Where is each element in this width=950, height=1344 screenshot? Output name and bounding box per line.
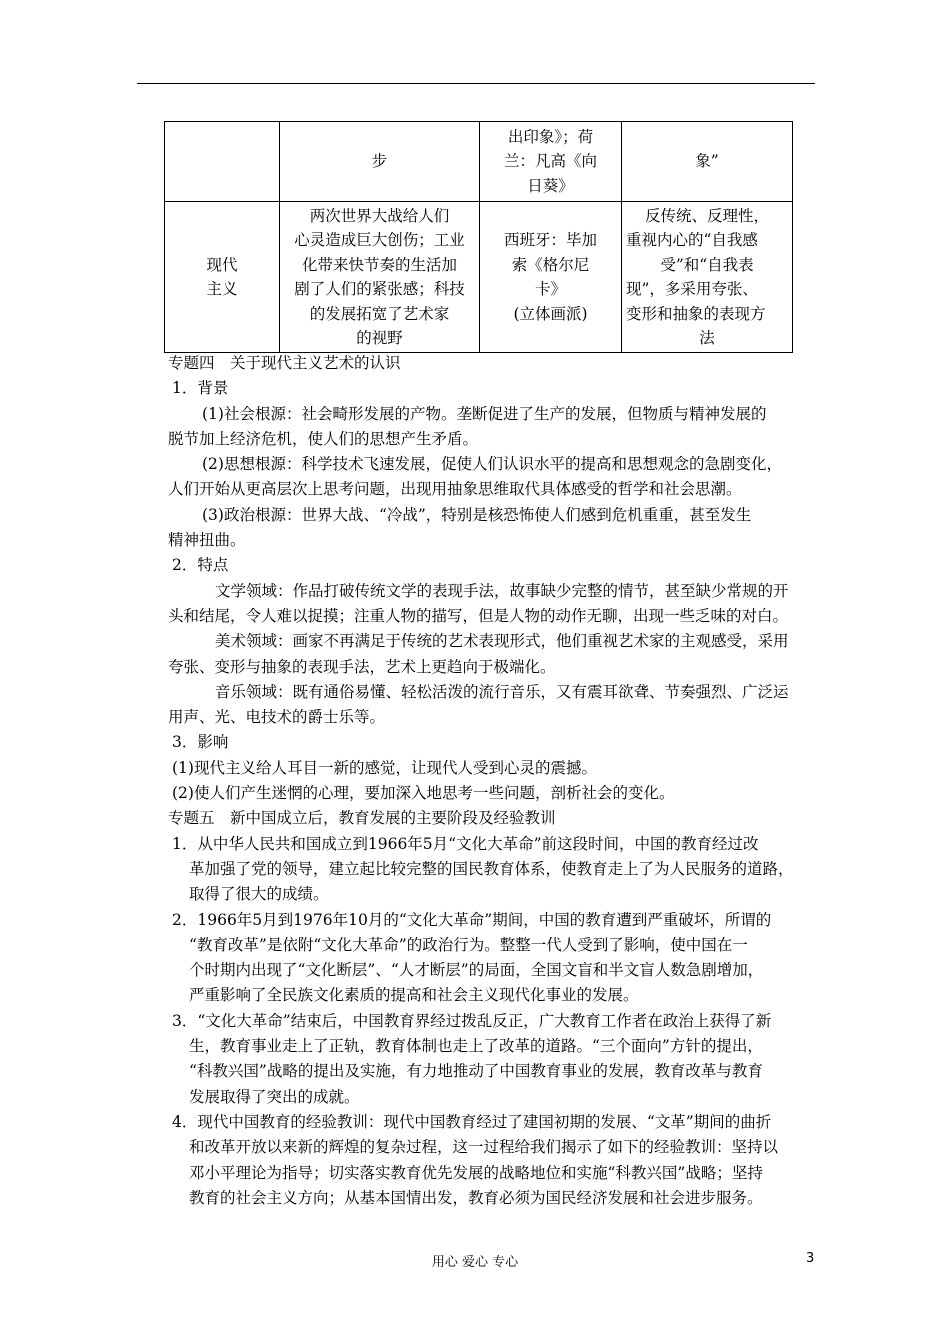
header-rule: [137, 83, 815, 84]
table-cell: 反传统、反理性， 重视内心的“自我感 受”和“自我表 现”，多采用夸张、 变形和抽象的表现方 法: [622, 202, 793, 353]
list-item: 3．“文化大革命”结束后，中国教育界经过拨乱反正，广大教育工作者在政治上获得了新 生，教育事业走上了正轨，教育体制也走上了改革的道路。“三个面向”方针的提出， “科教兴国”战略的提出及实施，有力地推动了中国教育事业的发展，教育改革与教育 发展取得了突出的成就。: [172, 1011, 772, 1106]
section-title: 专题四 关于现代主义艺术的认识: [168, 354, 401, 372]
section-heading: 3．影响: [172, 733, 229, 752]
table-cell: 出印象》；荷 兰：凡高《向 日葵》: [480, 122, 622, 202]
section-title: 专题五 新中国成立后，教育发展的主要阶段及经验教训: [168, 809, 556, 828]
list-item: 1．从中华人民共和国成立到1966年5月“文化大革命”前这段时间，中国的教育经过改 革加强了党的领导，建立起比较完整的国民教育体系，使教育走上了为人民服务的道路， 取得了很大的成绩。: [172, 834, 794, 904]
paragraph: (1)现代主义给人耳目一新的感觉，让现代人受到心灵的震撼。: [172, 758, 597, 777]
table-cell: 象”: [622, 122, 793, 202]
paragraph: 音乐领域：既有通俗易懂、轻松活泼的流行音乐，又有震耳欲聋、节奏强烈、广泛运 用声、光、电技术的爵士乐等。: [168, 682, 789, 727]
table-cell: 步: [280, 122, 480, 202]
page-number: 3: [806, 1251, 815, 1266]
section-heading: 2．特点: [172, 556, 229, 575]
table-cell: 西班牙：毕加 索《格尔尼 卡》 (立体画派): [480, 202, 622, 353]
section-heading: 1．背景: [172, 379, 229, 398]
paragraph: (3)政治根源：世界大战、“冷战”，特别是核恐怖使人们感到危机重重，甚至发生 精神扭曲。: [168, 505, 752, 550]
comparison-table: [164, 121, 793, 353]
table-row: [165, 122, 793, 202]
list-item: 2．1966年5月到1976年10月的“文化大革命”期间，中国的教育遭到严重破坏，所谓的 “教育改革”是依附“文化大革命”的政治行为。整整一代人受到了影响，使中国在一 个时期内出现了“文化断层”、“人才断层”的局面，全国文盲和半文盲人数急剧增加， 严重影响了全民族文化素质的提高和社会主义现代化事业的发展。: [172, 910, 772, 1005]
document-body: [168, 351, 796, 1211]
paragraph: (2)使人们产生迷惘的心理，要加深入地思考一些问题，剖析社会的变化。: [172, 784, 675, 803]
table-cell: 两次世界大战给人们 心灵造成巨大创伤；工业 化带来快节奏的生活加 剧了人们的紧张感；科技 的发展拓宽了艺术家 的视野: [280, 202, 480, 353]
paragraph: 文学领域：作品打破传统文学的表现手法，故事缺少完整的情节，甚至缺少常规的开 头和结尾，令人难以捉摸；注重人物的描写，但是人物的动作无聊，出现一些乏味的对白。: [168, 581, 789, 625]
list-item: 4．现代中国教育的经验教训：现代中国教育经过了建国初期的发展、“文革”期间的曲折 和改革开放以来新的辉煌的复杂过程，这一过程给我们揭示了如下的经验教训：坚持以 邓小平理论为指导；切实落实教育优先发展的战略地位和实施“科教兴国”战略；坚持 教育的社会主义方向；从基本国情出发，教育必须为国民经济发展和社会进步服务。: [172, 1112, 779, 1207]
paragraph: (2)思想根源：科学技术飞速发展，促使人们认识水平的提高和思想观念的急剧变化， 人们开始从更高层次上思考问题，出现用抽象思维取代具体感受的哲学和社会思潮。: [168, 455, 782, 499]
table-cell: 现代 主义: [165, 202, 280, 353]
table-row: [165, 202, 793, 353]
table-cell: [165, 122, 280, 202]
page-footer: 用心 爱心 专心: [431, 1255, 519, 1270]
paragraph: (1)社会根源：社会畸形发展的产物。垄断促进了生产的发展，但物质与精神发展的 脱节加上经济危机，使人们的思想产生矛盾。: [168, 404, 767, 448]
paragraph: 美术领域：画家不再满足于传统的艺术表现形式，他们重视艺术家的主观感受，采用 夸张、变形与抽象的表现手法，艺术上更趋向于极端化。: [168, 632, 789, 676]
